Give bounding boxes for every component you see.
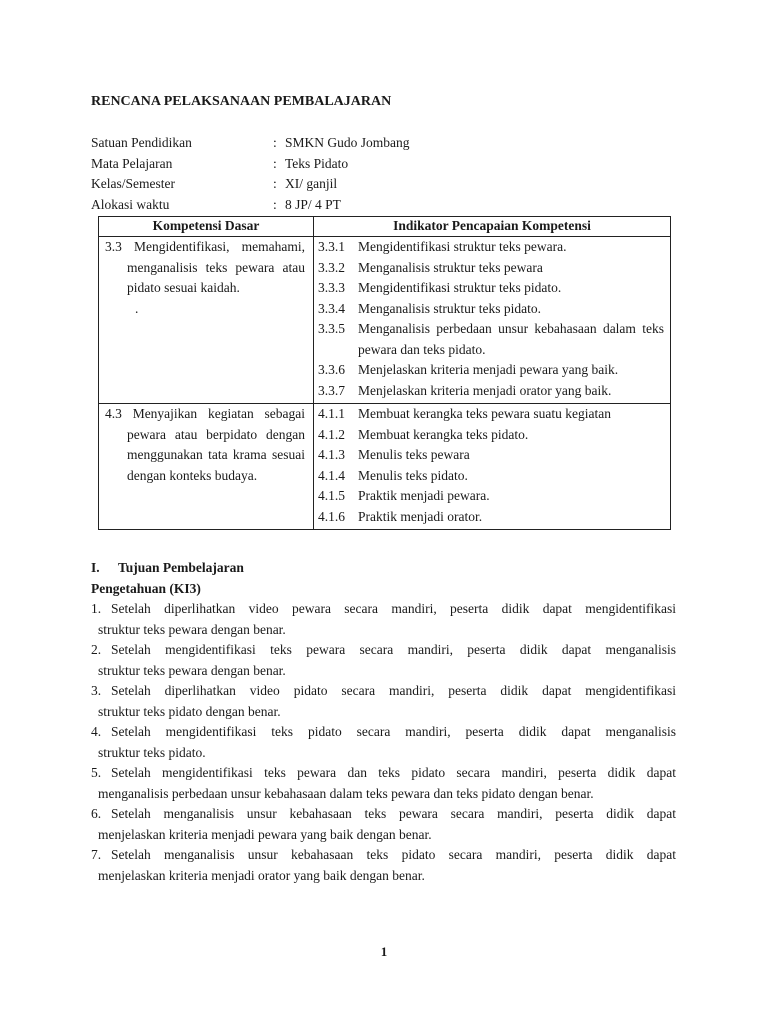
section-title: Tujuan Pembelajaran [118, 560, 244, 575]
indicator-text: Menganalisis struktur teks pidato. [358, 300, 541, 316]
indicator-item [318, 319, 664, 360]
goal-text-continued: struktur teks pewara dengan benar. [98, 662, 286, 678]
goal-text-continued: struktur teks pidato dengan benar. [98, 703, 281, 719]
indicator-item [318, 237, 664, 258]
indicator-code: 4.1.3 [318, 447, 345, 462]
indicator-text: Praktik menjadi pewara. [358, 488, 490, 503]
indicator-item [318, 425, 664, 446]
goal-line [91, 681, 676, 702]
section-tujuan [91, 558, 676, 886]
indicator-code: 4.1.1 [318, 406, 345, 421]
indicator-item [318, 486, 664, 507]
goal-line [91, 599, 676, 620]
goal-number: 1. [91, 601, 102, 616]
indicator-cell [314, 404, 671, 530]
info-value: 8 JP/ 4 PT [285, 196, 341, 212]
goal-line [91, 845, 676, 866]
goal-text-continued: struktur teks pidato. [98, 744, 206, 760]
indicator-code: 4.1.5 [318, 488, 345, 503]
indicator-code: 4.1.6 [318, 508, 345, 524]
indicator-code: 3.3.1 [318, 239, 345, 254]
info-separator: : [273, 155, 277, 171]
indicator-code: 3.3.5 [318, 321, 345, 336]
goal-text-continued: menjelaskan kriteria menjadi orator yang baik dengan benar. [98, 867, 425, 883]
goal-line [91, 763, 676, 784]
kd-cell [99, 404, 314, 530]
indicator-text: Mengidentifikasi struktur teks pidato. [358, 280, 562, 295]
goal-text: Setelah diperlihatkan video pewara secara mandiri, peserta didik dapat mengidentifikasi [111, 601, 676, 616]
list-item [91, 681, 676, 722]
indicator-code: 3.3.3 [318, 280, 345, 295]
competency-table [98, 216, 671, 530]
goal-list [91, 599, 676, 886]
indicator-code: 4.1.2 [318, 426, 345, 442]
page-number: 1 [380, 944, 388, 959]
list-item [91, 640, 676, 681]
indicator-code: 3.3.6 [318, 362, 345, 377]
indicator-cell [314, 237, 671, 404]
indicator-text: Menulis teks pidato. [358, 467, 468, 483]
info-row-satuan [91, 133, 410, 154]
goal-number: 2. [91, 642, 102, 657]
indicator-item [318, 507, 664, 528]
table-header-row [99, 217, 671, 237]
goal-number: 4. [91, 724, 102, 739]
indicator-code: 4.1.4 [318, 467, 345, 483]
goal-text: Setelah mengidentifikasi teks pewara secara mandiri, peserta didik dapat menganalisis [111, 642, 676, 657]
indicator-code: 3.3.7 [318, 382, 345, 398]
info-label: Kelas/Semester [91, 176, 175, 191]
kd-text: Mengidentifikasi, memahami, menganalisis teks pewara atau pidato sesuai kaidah. [127, 239, 305, 295]
indicator-text: Menulis teks pewara [358, 447, 470, 462]
info-row-mapel [91, 154, 410, 175]
info-block [91, 133, 410, 215]
goal-text: Setelah menganalisis unsur kebahasaan teks pewara secara mandiri, peserta didik dapat [111, 806, 676, 821]
goal-text: Setelah menganalisis unsur kebahasaan teks pidato secara mandiri, peserta didik dapat [111, 847, 676, 862]
indicator-text: Menganalisis struktur teks pewara [358, 259, 543, 275]
indicator-text: Mengidentifikasi struktur teks pewara. [358, 239, 567, 254]
goal-number: 6. [91, 806, 102, 821]
section-subtitle: Pengetahuan (KI3) [91, 580, 201, 596]
table-row [99, 404, 671, 530]
info-row-kelas [91, 174, 410, 195]
indicator-item [318, 466, 664, 487]
goal-number: 5. [91, 765, 102, 780]
list-item [91, 722, 676, 763]
goal-line [91, 722, 676, 743]
goal-number: 7. [91, 847, 102, 862]
goal-line [91, 804, 676, 825]
indicator-item [318, 404, 664, 425]
indicator-item [318, 258, 664, 279]
goal-number: 3. [91, 683, 102, 698]
info-label: Satuan Pendidikan [91, 135, 192, 150]
header-indikator: Indikator Pencapaian Kompetensi [314, 217, 671, 237]
goal-text-continued: struktur teks pewara dengan benar. [98, 621, 286, 637]
kd-number: 4.3 [105, 406, 122, 421]
info-label: Mata Pelajaran [91, 155, 173, 171]
indicator-code: 3.3.2 [318, 259, 345, 275]
indicator-item [318, 381, 664, 402]
goal-text-continued: menjelaskan kriteria menjadi pewara yang baik dengan benar. [98, 826, 432, 842]
info-label: Alokasi waktu [91, 196, 170, 212]
indicator-code: 3.3.4 [318, 300, 345, 316]
list-item [91, 763, 676, 804]
goal-line [91, 640, 676, 661]
kd-extra: . [135, 300, 139, 316]
indicator-text: Praktik menjadi orator. [358, 508, 483, 524]
goal-text: Setelah mengidentifikasi teks pidato secara mandiri, peserta didik dapat menganalisis [111, 724, 676, 739]
indicator-item [318, 360, 664, 381]
list-item [91, 599, 676, 640]
goal-text: Setelah mengidentifikasi teks pewara dan teks pidato secara mandiri, peserta didik dapat [111, 765, 676, 780]
section-numeral: I. [91, 560, 100, 575]
kd-cell [99, 237, 314, 404]
header-kompetensi-dasar: Kompetensi Dasar [99, 217, 314, 237]
document-title: RENCANA PELAKSANAAN PEMBALAJARAN [91, 94, 392, 109]
indicator-item [318, 299, 664, 320]
info-value: XI/ ganjil [285, 176, 338, 191]
indicator-item [318, 278, 664, 299]
table-row [99, 237, 671, 404]
info-value: SMKN Gudo Jombang [285, 135, 410, 150]
info-separator: : [273, 135, 277, 150]
list-item [91, 845, 676, 886]
list-item [91, 804, 676, 845]
kd-text: Menyajikan kegiatan sebagai pewara atau berpidato dengan menggunakan tata krama sesuai dengan konteks budaya. [127, 406, 305, 483]
indicator-item [318, 445, 664, 466]
info-value: Teks Pidato [285, 155, 349, 171]
info-row-alokasi [91, 195, 410, 216]
section-heading [91, 558, 676, 579]
goal-text: Setelah diperlihatkan video pidato secara mandiri, peserta didik dapat mengidentifikasi [111, 683, 676, 698]
indicator-text: Menjelaskan kriteria menjadi pewara yang baik. [358, 362, 619, 377]
goal-text-continued: menganalisis perbedaan unsur kebahasaan dalam teks pewara dan teks pidato dengan benar. [98, 785, 594, 801]
indicator-text: Membuat kerangka teks pewara suatu kegiatan [358, 406, 612, 421]
indicator-text: Menganalisis perbedaan unsur kebahasaan dalam teks pewara dan teks pidato. [358, 321, 664, 357]
kd-description [105, 404, 305, 486]
kd-description [105, 237, 305, 299]
info-separator: : [273, 196, 277, 212]
kd-number: 3.3 [105, 239, 122, 254]
info-separator: : [273, 176, 277, 191]
indicator-text: Membuat kerangka teks pidato. [358, 426, 529, 442]
indicator-text: Menjelaskan kriteria menjadi orator yang baik. [358, 382, 612, 398]
